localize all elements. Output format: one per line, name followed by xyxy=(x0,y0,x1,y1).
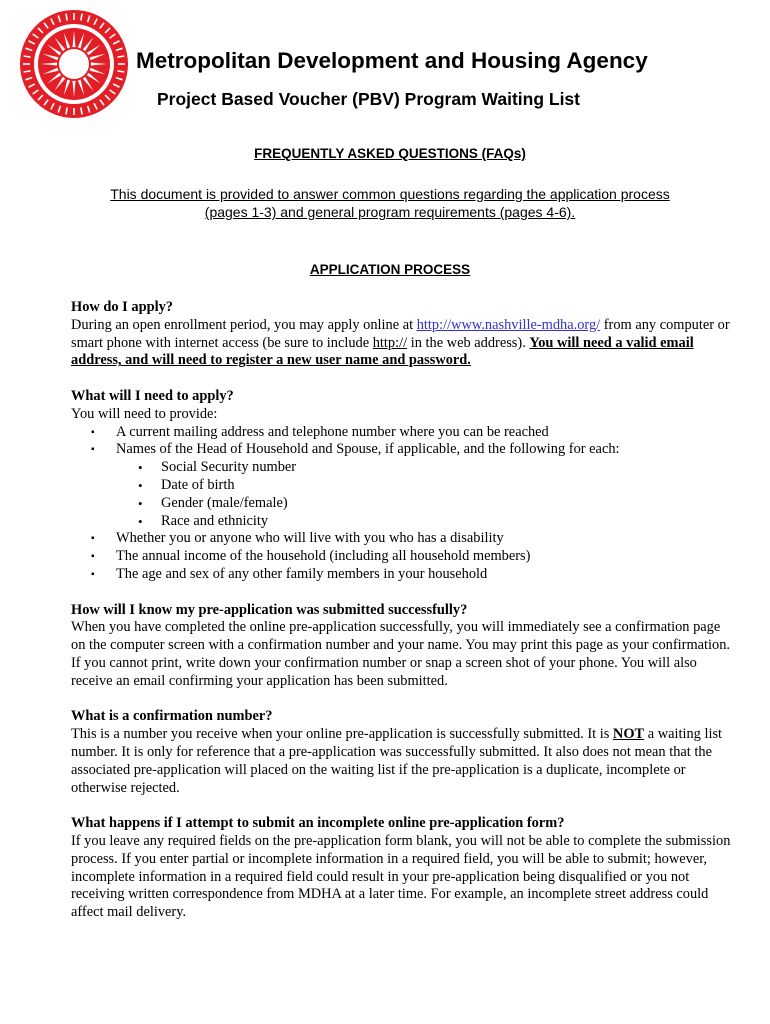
seal-rim-mark xyxy=(66,14,67,21)
page-title: Metropolitan Development and Housing Agency xyxy=(136,48,648,73)
intro-line-2: (pages 1-3) and general program requirements (pages 4-6). xyxy=(204,204,576,220)
intro-paragraph xyxy=(60,185,720,221)
seal-rim-mark xyxy=(24,71,31,72)
mdha-website-link[interactable]: http://www.nashville-mdha.org/ xyxy=(416,316,601,333)
list-item xyxy=(71,530,731,548)
sub-list xyxy=(116,459,731,530)
section-heading: APPLICATION PROCESS xyxy=(309,262,471,277)
list-item-text: A current mailing address and telephone number where you can be reached xyxy=(116,423,549,440)
list-item xyxy=(71,566,731,584)
sub-list-item xyxy=(116,459,731,477)
sub-list-item-text: Social Security number xyxy=(161,459,297,476)
requirements-list xyxy=(71,424,731,584)
list-item xyxy=(71,424,731,442)
list-item xyxy=(71,548,731,566)
faq-answer: When you have completed the online pre-application successfully, you will immediately see a confirmation page on the computer screen with a confirmation number and your name. You may print this page as your confirmation. If you cannot print, write down your confirmation number or snap a screen shot of your phone. You will also receive an email confirming your application has been submitted. xyxy=(71,619,731,689)
faq-need xyxy=(71,388,731,584)
faq-heading: FREQUENTLY ASKED QUESTIONS (FAQs) xyxy=(254,146,526,161)
faq-apply xyxy=(71,299,731,370)
list-item xyxy=(71,441,731,530)
bullet-icon: • xyxy=(138,495,143,511)
sub-list-item xyxy=(116,513,731,531)
faq-confirmation xyxy=(71,708,731,797)
faq-question: What happens if I attempt to submit an incomplete online pre-application form? xyxy=(71,815,565,832)
sub-list-item-text: Date of birth xyxy=(161,476,235,493)
list-item-text: Whether you or anyone who will live with you who has a disability xyxy=(116,530,504,547)
faq-incomplete xyxy=(71,815,731,922)
faq-know xyxy=(71,602,731,691)
sub-list-item xyxy=(116,495,731,513)
list-item-text: The age and sex of any other family members in your household xyxy=(116,565,488,582)
bullet-icon: ▪ xyxy=(91,551,95,563)
bullet-icon: • xyxy=(138,477,143,493)
faq-question: How do I apply? xyxy=(71,299,173,315)
answer-text: During an open enrollment period, you may apply online at xyxy=(71,316,417,333)
answer-text: a waiting list number. It is only for reference that a pre-application was successfully submitted. It also does not mean that the associated pre-application will placed on the waiting list if the pre-application is a duplicate, incomplete or otherwise rejected. xyxy=(71,726,723,796)
list-item-text: The annual income of the household (including all household members) xyxy=(116,548,531,565)
answer-text: from any computer or smart phone with internet access (be sure to include xyxy=(71,316,730,351)
http-text: http:// xyxy=(372,334,408,351)
faq-question: What is a confirmation number? xyxy=(71,708,273,725)
bullet-icon: • xyxy=(138,513,143,529)
sub-list-item xyxy=(116,477,731,495)
bullet-icon: ▪ xyxy=(91,568,95,580)
faq-answer xyxy=(71,317,731,370)
email-requirement-note: You will need a valid email address, and will need to register a new user name and password. xyxy=(71,334,694,369)
seal-rim-mark xyxy=(24,56,31,57)
bullet-icon: ▪ xyxy=(91,426,95,438)
seal-rim-mark xyxy=(81,107,82,114)
answer-text: in the web address). xyxy=(407,334,530,351)
seal-rim-mark xyxy=(117,56,124,57)
bullet-icon: ▪ xyxy=(91,533,95,545)
intro-line-1: This document is provided to answer common questions regarding the application process xyxy=(110,186,670,202)
faq-answer: You will need to provide: xyxy=(71,405,218,422)
page-subtitle: Project Based Voucher (PBV) Program Waiting List xyxy=(157,89,580,109)
not-emphasis: NOT xyxy=(612,726,645,743)
faq-question: What will I need to apply? xyxy=(71,387,234,404)
answer-text: This is a number you receive when your online pre-application is successfully submitted. It is xyxy=(71,726,613,743)
bullet-icon: ▪ xyxy=(91,444,95,456)
mdha-seal-icon xyxy=(18,8,130,120)
faq-answer xyxy=(71,726,731,797)
seal-rim-mark xyxy=(81,14,82,21)
list-item-text: Names of the Head of Household and Spouse, if applicable, and the following for each: xyxy=(116,441,620,458)
seal-rim-mark xyxy=(117,71,124,72)
faq-question: How will I know my pre-application was submitted successfully? xyxy=(71,601,468,618)
bullet-icon: • xyxy=(138,460,143,476)
sub-list-item-text: Gender (male/female) xyxy=(161,494,288,511)
seal-rim-mark xyxy=(66,107,67,114)
faq-answer: If you leave any required fields on the pre-application form blank, you will not be able to complete the submission process. If you enter partial or incomplete information in a required field, you will be able to submit; however, incomplete information in a required field could result in your pre-application being disqualified or you not receiving written correspondence from MDHA at a later time. For example, an incomplete street address could affect mail delivery. xyxy=(71,832,731,921)
sub-list-item-text: Race and ethnicity xyxy=(161,512,269,529)
faq-content xyxy=(71,299,731,940)
